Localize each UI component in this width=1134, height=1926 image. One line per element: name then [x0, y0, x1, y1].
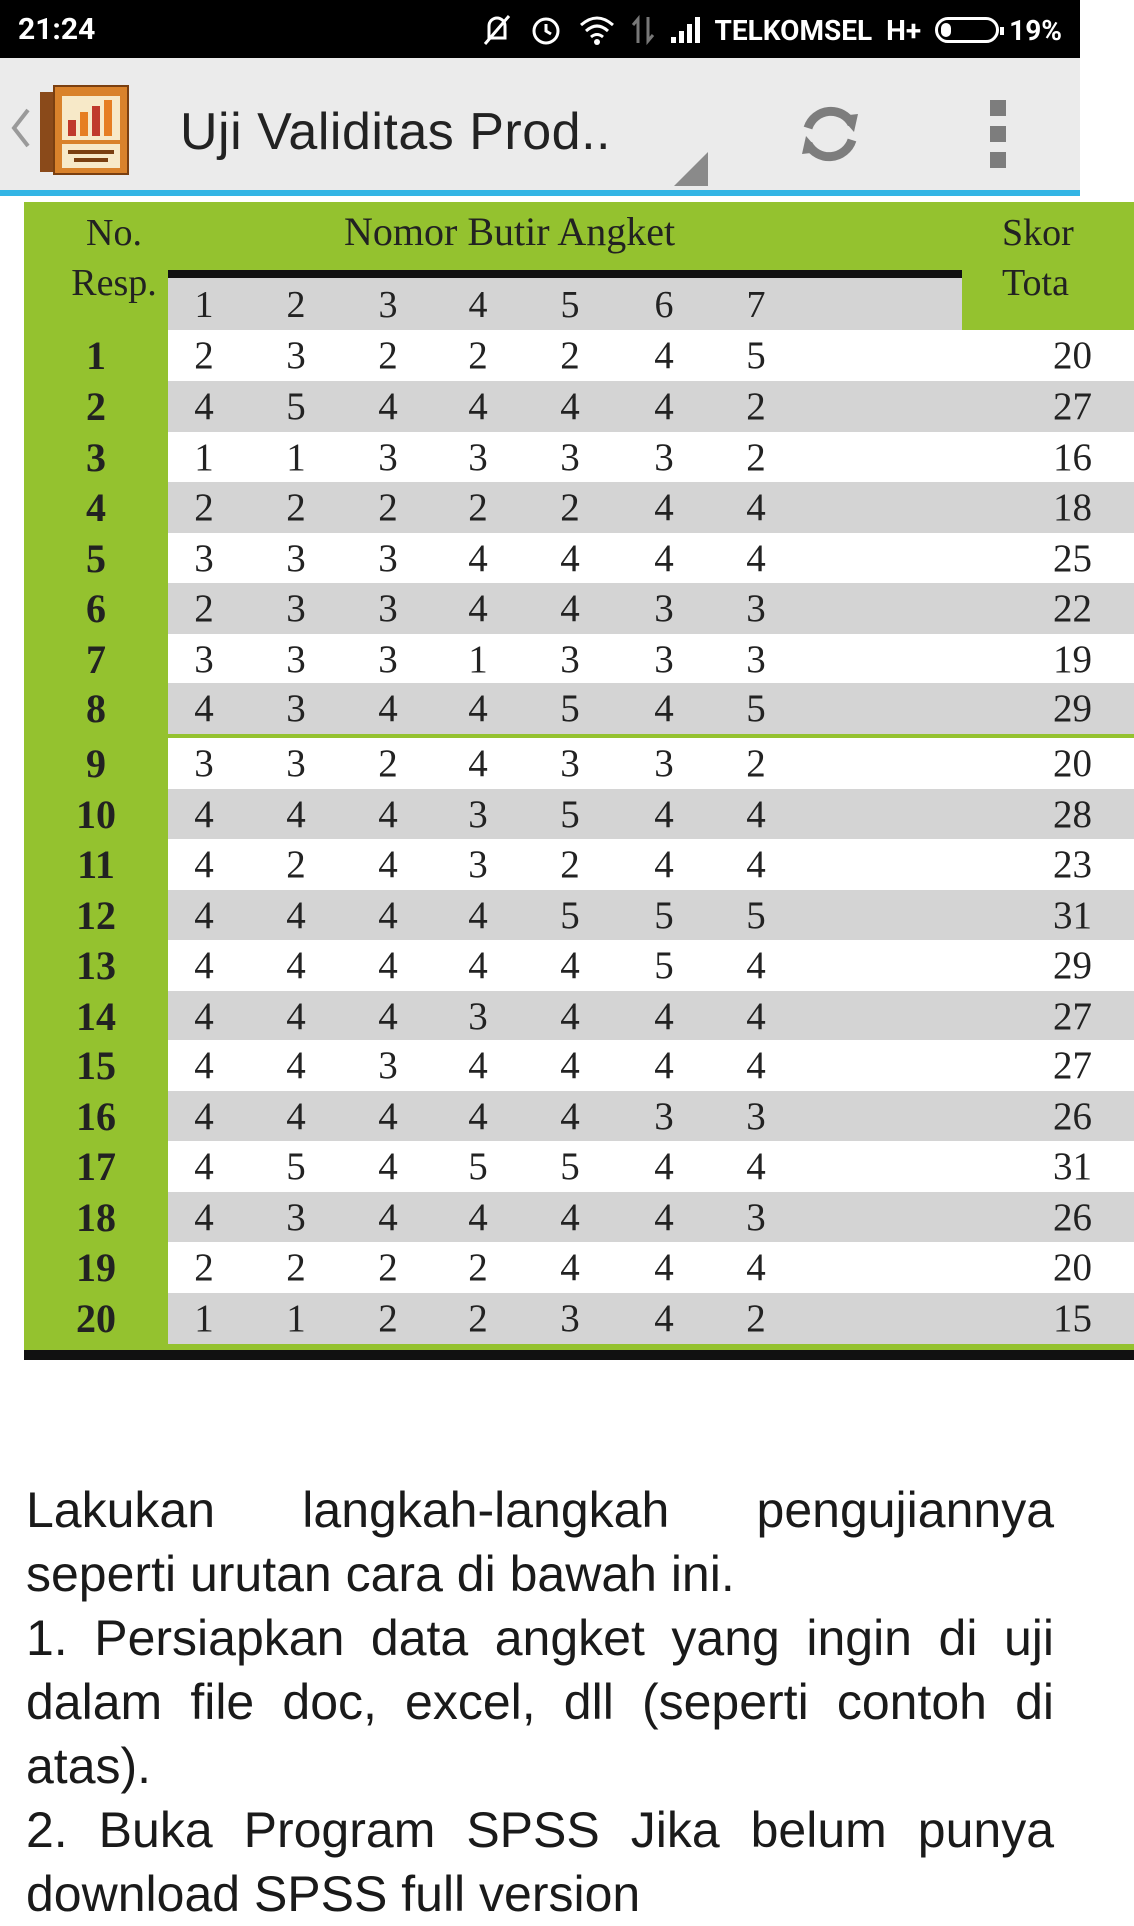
table-cell: 4 — [286, 1095, 306, 1139]
alarm-icon — [529, 13, 563, 47]
table-row — [168, 683, 1134, 734]
table-cell: 1 — [286, 1296, 306, 1340]
table-cell: 3 — [194, 742, 214, 785]
table-cell: 4 — [286, 793, 306, 836]
header-no-resp — [54, 208, 174, 308]
respondent-number: 4 — [86, 484, 106, 530]
header-item-group: Nomor Butir Angket — [344, 209, 676, 254]
table-row — [168, 482, 1134, 533]
total-score-cell: 23 — [1053, 842, 1092, 886]
table-cell: 4 — [654, 793, 674, 836]
item-column-header: 4 — [468, 284, 488, 326]
table-cell: 4 — [194, 385, 214, 428]
wifi-icon — [577, 13, 617, 47]
table-cell: 4 — [560, 1245, 580, 1289]
total-score-cell: 31 — [1053, 1145, 1092, 1189]
table-row — [168, 634, 1134, 685]
respondent-number: 3 — [86, 435, 106, 480]
table-cell: 4 — [560, 1044, 580, 1088]
respondent-number: 16 — [76, 1094, 116, 1140]
respondent-number: 15 — [76, 1043, 116, 1089]
table-cell: 4 — [468, 586, 488, 630]
signal-icon — [669, 15, 701, 45]
total-score-cell: 18 — [1053, 485, 1092, 529]
table-cell: 4 — [746, 943, 766, 987]
table-cell: 2 — [746, 385, 766, 428]
header-skor: Skor — [1002, 212, 1074, 254]
table-cell: 2 — [194, 1245, 214, 1289]
table-cell: 4 — [194, 1044, 214, 1088]
table-cell: 4 — [286, 893, 306, 937]
total-score-cell: 29 — [1053, 943, 1092, 987]
table-cell: 4 — [654, 842, 674, 886]
table-cell: 5 — [468, 1145, 488, 1189]
table-cell: 4 — [746, 1145, 766, 1189]
action-bar — [0, 58, 1080, 196]
respondent-number: 1 — [86, 333, 106, 378]
table-cell: 4 — [286, 943, 306, 987]
table-cell: 2 — [378, 742, 398, 785]
item-column-header: 1 — [194, 284, 214, 326]
table-row — [168, 1242, 1134, 1293]
total-score-cell: 15 — [1053, 1296, 1092, 1340]
table-row — [168, 738, 1134, 789]
total-score-cell: 25 — [1053, 536, 1092, 580]
overflow-dot — [990, 152, 1006, 168]
table-cell: 2 — [194, 334, 214, 377]
table-cell: 3 — [378, 586, 398, 630]
table-cell: 4 — [654, 385, 674, 428]
table-cell: 3 — [378, 637, 398, 681]
header-resp: Resp. — [71, 262, 157, 304]
data-table-image — [0, 202, 1092, 1362]
total-score-cell: 19 — [1053, 637, 1092, 681]
table-cell: 4 — [468, 943, 488, 987]
table-cell: 4 — [560, 1095, 580, 1139]
carrier-name: TELKOMSEL — [714, 13, 873, 47]
table-row — [168, 381, 1134, 432]
total-score-cell: 27 — [1053, 385, 1092, 428]
respondent-number: 12 — [76, 892, 116, 938]
table-cell: 4 — [378, 1196, 398, 1240]
item-column-header: 2 — [286, 284, 306, 326]
total-score-cell: 20 — [1053, 334, 1092, 377]
total-score-cell: 26 — [1053, 1095, 1092, 1139]
table-cell: 4 — [468, 742, 488, 785]
intro-paragraph: Lakukan langkah-langkah pengujiannya seperti urutan cara di bawah ini. — [26, 1482, 1054, 1602]
table-cell: 3 — [468, 842, 488, 886]
page-title[interactable]: Uji Validitas Prod.. — [180, 103, 611, 161]
table-cell: 3 — [654, 586, 674, 630]
header-rule — [168, 270, 962, 278]
respondent-number: 5 — [86, 535, 106, 581]
total-score-cell: 27 — [1053, 994, 1092, 1038]
table-cell: 3 — [746, 1196, 766, 1240]
table-cell: 4 — [654, 1296, 674, 1340]
table-cell: 4 — [468, 1196, 488, 1240]
back-chevron-icon[interactable] — [8, 106, 32, 150]
respondent-number: 13 — [76, 942, 116, 988]
table-cell: 4 — [468, 1095, 488, 1139]
table-cell: 2 — [468, 1296, 488, 1340]
table-cell: 2 — [194, 485, 214, 529]
table-cell: 4 — [654, 1044, 674, 1088]
table-cell: 4 — [654, 1196, 674, 1240]
table-cell: 3 — [468, 793, 488, 836]
table-cell: 4 — [378, 793, 398, 836]
table-cell: 3 — [560, 637, 580, 681]
table-cell: 2 — [378, 485, 398, 529]
table-cell: 3 — [286, 637, 306, 681]
table-cell: 4 — [194, 1196, 214, 1240]
table-cell: 4 — [194, 842, 214, 886]
table-cell: 4 — [746, 842, 766, 886]
table-cell: 3 — [194, 536, 214, 580]
table-cell: 3 — [654, 1095, 674, 1139]
network-type: H+ — [886, 13, 922, 47]
article-body — [26, 1478, 1054, 1926]
table-row — [168, 890, 1134, 941]
table-cell: 4 — [286, 1044, 306, 1088]
table-cell: 4 — [654, 334, 674, 377]
table-cell: 3 — [378, 1044, 398, 1088]
table-cell: 3 — [378, 436, 398, 479]
table-row — [168, 1293, 1134, 1344]
table-cell: 4 — [194, 793, 214, 836]
battery-icon — [935, 17, 999, 43]
overflow-dot — [990, 126, 1006, 142]
table-cell: 3 — [746, 586, 766, 630]
table-cell: 3 — [286, 687, 306, 731]
table-cell: 3 — [560, 436, 580, 479]
battery-level — [941, 23, 951, 37]
table-cell: 4 — [654, 1145, 674, 1189]
status-time: 21:24 — [18, 12, 96, 47]
header-no: No. — [86, 212, 142, 254]
table-cell: 4 — [194, 893, 214, 937]
refresh-icon[interactable] — [790, 94, 870, 174]
table-cell: 3 — [286, 742, 306, 785]
total-score-cell: 29 — [1053, 687, 1092, 731]
table-cell: 5 — [654, 943, 674, 987]
table-cell: 4 — [286, 994, 306, 1038]
table-row — [168, 330, 1134, 381]
table-cell: 3 — [286, 586, 306, 630]
table-cell: 5 — [746, 893, 766, 937]
respondent-number: 8 — [86, 686, 106, 732]
dropdown-indicator-icon[interactable] — [672, 150, 710, 188]
table-cell: 4 — [746, 485, 766, 529]
table-row — [168, 583, 1134, 634]
table-cell: 4 — [468, 687, 488, 731]
table-cell: 5 — [560, 687, 580, 731]
respondent-number: 18 — [76, 1195, 116, 1241]
questionnaire-table — [24, 202, 1134, 1360]
total-score-cell: 22 — [1053, 586, 1092, 630]
table-cell: 4 — [468, 385, 488, 428]
table-row — [168, 432, 1134, 483]
item-column-header: 5 — [560, 284, 580, 326]
table-cell: 3 — [654, 742, 674, 785]
table-cell: 5 — [746, 334, 766, 377]
respondent-number: 14 — [76, 993, 116, 1039]
respondent-number: 20 — [76, 1295, 116, 1341]
table-cell: 3 — [654, 436, 674, 479]
table-cell: 5 — [654, 893, 674, 937]
table-cell: 4 — [746, 536, 766, 580]
table-cell: 3 — [746, 1095, 766, 1139]
table-cell: 4 — [560, 586, 580, 630]
table-cell: 4 — [746, 994, 766, 1038]
item-column-header: 3 — [378, 284, 398, 326]
table-cell: 4 — [560, 1196, 580, 1240]
table-cell: 2 — [378, 1245, 398, 1289]
table-cell: 5 — [560, 793, 580, 836]
status-bar — [0, 0, 1080, 58]
table-cell: 2 — [746, 1296, 766, 1340]
step-1: 1. Persiapkan data angket yang ingin di uji dalam file doc, excel, dll (seperti contoh di atas). — [26, 1610, 1054, 1794]
table-cell: 4 — [378, 1095, 398, 1139]
total-score-cell: 27 — [1053, 1044, 1092, 1088]
table-row — [168, 533, 1134, 584]
respondent-number: 9 — [86, 741, 106, 786]
table-cell: 4 — [560, 943, 580, 987]
table-cell: 4 — [560, 536, 580, 580]
respondent-number: 10 — [76, 792, 116, 837]
table-cell: 4 — [378, 1145, 398, 1189]
table-cell: 4 — [746, 1044, 766, 1088]
table-cell: 3 — [468, 994, 488, 1038]
table-cell: 4 — [194, 687, 214, 731]
total-score-cell: 16 — [1053, 436, 1092, 479]
table-cell: 5 — [560, 893, 580, 937]
respondent-number: 17 — [76, 1144, 116, 1190]
table-cell: 4 — [194, 1095, 214, 1139]
status-icons — [479, 10, 1062, 50]
table-cell: 5 — [286, 385, 306, 428]
table-cell: 4 — [654, 687, 674, 731]
battery-percent: 19% — [1009, 13, 1062, 47]
table-cell: 3 — [654, 637, 674, 681]
item-column-header: 7 — [746, 284, 766, 326]
total-score-cell: 20 — [1053, 742, 1092, 785]
table-cell: 4 — [468, 1044, 488, 1088]
table-cell: 4 — [378, 687, 398, 731]
table-cell: 5 — [286, 1145, 306, 1189]
table-cell: 4 — [654, 485, 674, 529]
data-arrows-icon — [631, 13, 655, 47]
table-cell: 2 — [746, 436, 766, 479]
step-2: 2. Buka Program SPSS Jika belum punya download SPSS full version — [26, 1802, 1054, 1922]
table-cell: 3 — [560, 1296, 580, 1340]
table-cell: 4 — [378, 893, 398, 937]
respondent-number: 7 — [86, 636, 106, 682]
table-cell: 1 — [194, 1296, 214, 1340]
table-cell: 3 — [378, 536, 398, 580]
table-cell: 3 — [286, 536, 306, 580]
app-logo-icon[interactable] — [36, 82, 136, 178]
table-cell: 4 — [468, 893, 488, 937]
item-column-header: 6 — [654, 284, 674, 326]
table-row — [168, 1040, 1134, 1091]
table-cell: 2 — [560, 485, 580, 529]
table-cell: 4 — [378, 994, 398, 1038]
table-cell: 2 — [286, 842, 306, 886]
table-cell: 3 — [286, 1196, 306, 1240]
table-cell: 2 — [560, 334, 580, 377]
table-cell: 1 — [194, 436, 214, 479]
table-cell: 4 — [194, 994, 214, 1038]
table-row — [168, 1141, 1134, 1192]
table-cell: 2 — [468, 334, 488, 377]
table-cell: 2 — [468, 485, 488, 529]
total-score-cell: 20 — [1053, 1245, 1092, 1289]
overflow-dot — [990, 100, 1006, 116]
table-row — [168, 1091, 1134, 1142]
table-cell: 4 — [746, 793, 766, 836]
table-cell: 4 — [654, 1245, 674, 1289]
table-cell: 2 — [746, 742, 766, 785]
total-score-cell: 26 — [1053, 1196, 1092, 1240]
table-cell: 4 — [560, 994, 580, 1038]
table-row — [168, 839, 1134, 890]
table-cell: 4 — [654, 994, 674, 1038]
table-cell: 4 — [378, 842, 398, 886]
table-cell: 2 — [194, 586, 214, 630]
table-cell: 5 — [746, 687, 766, 731]
respondent-number: 19 — [76, 1244, 116, 1290]
table-cell: 4 — [746, 1245, 766, 1289]
respondent-number: 11 — [77, 841, 115, 887]
table-cell: 3 — [560, 742, 580, 785]
total-score-cell: 31 — [1053, 893, 1092, 937]
table-cell: 4 — [654, 536, 674, 580]
table-cell: 1 — [286, 436, 306, 479]
table-cell: 3 — [194, 637, 214, 681]
table-row — [168, 940, 1134, 991]
header-score-total — [1002, 208, 1074, 308]
mute-vibrate-icon — [479, 12, 515, 48]
table-cell: 3 — [286, 334, 306, 377]
table-cell: 4 — [194, 943, 214, 987]
table-cell: 4 — [560, 385, 580, 428]
respondent-number: 2 — [86, 384, 106, 429]
battery-indicator — [935, 14, 1062, 47]
table-cell: 4 — [378, 943, 398, 987]
table-cell: 2 — [378, 334, 398, 377]
header-total: Tota — [1002, 262, 1069, 304]
table-cell: 3 — [468, 436, 488, 479]
overflow-menu-button[interactable] — [978, 100, 1018, 170]
total-score-cell: 28 — [1053, 793, 1092, 836]
table-row — [168, 789, 1134, 840]
table-cell: 2 — [286, 485, 306, 529]
table-row — [168, 1192, 1134, 1243]
item-header-row — [168, 278, 962, 330]
table-cell: 4 — [468, 536, 488, 580]
table-cell: 1 — [468, 637, 488, 681]
table-cell: 2 — [286, 1245, 306, 1289]
table-cell: 2 — [378, 1296, 398, 1340]
table-cell: 5 — [560, 1145, 580, 1189]
table-cell: 4 — [194, 1145, 214, 1189]
table-cell: 3 — [746, 637, 766, 681]
table-cell: 2 — [560, 842, 580, 886]
table-row — [168, 991, 1134, 1042]
respondent-number: 6 — [86, 585, 106, 631]
table-cell: 2 — [468, 1245, 488, 1289]
table-cell: 4 — [378, 385, 398, 428]
